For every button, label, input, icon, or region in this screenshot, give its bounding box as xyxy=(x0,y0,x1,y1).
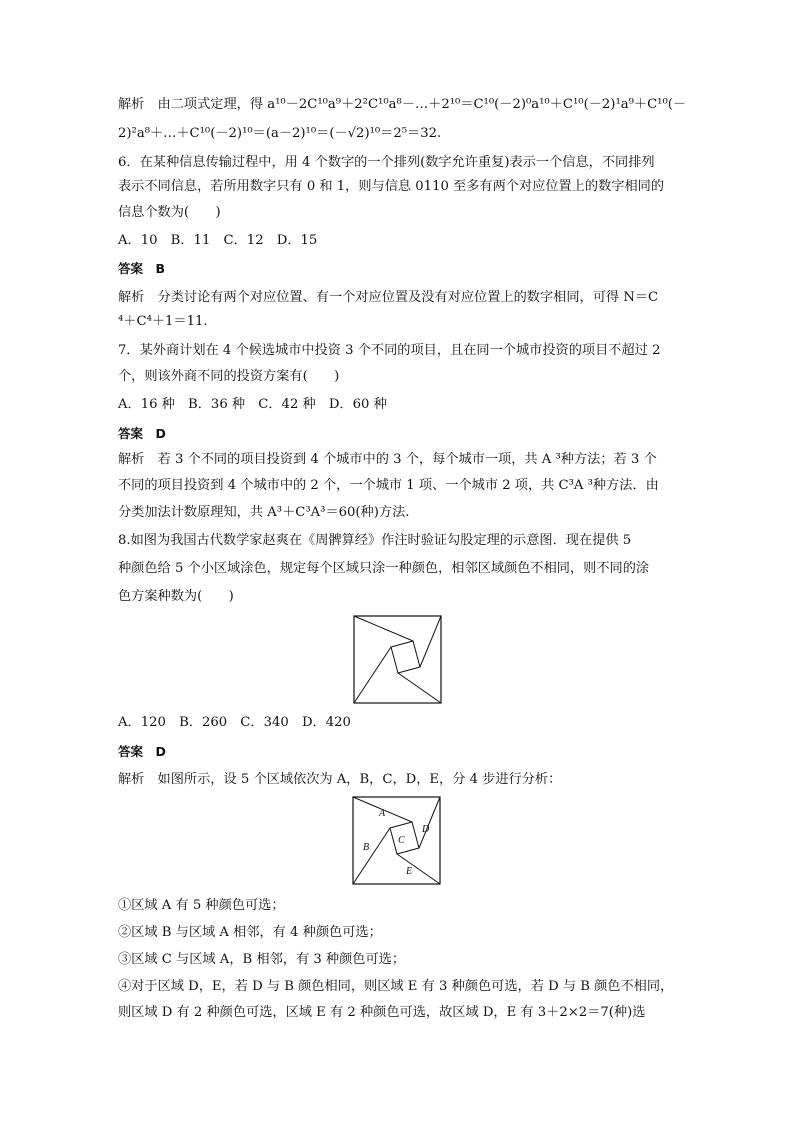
region-label-e: E xyxy=(406,866,413,877)
text-line: ④对于区域 D，E，若 D 与 B 颜色相同，则区域 E 有 3 种颜色可选，若 D 与 B 颜色不相同， xyxy=(118,979,674,994)
text-line: 答案 D xyxy=(118,426,166,441)
text-line: 种颜色给 5 个小区域涂色，规定每个区域只涂一种颜色，相邻区域颜色不相同，则不同的涂 xyxy=(118,561,650,576)
text-line: 答案 D xyxy=(118,744,166,759)
text-line: 表示不同信息，若所用数字只有 0 和 1，则与信息 0110 至多有两个对应位置上的数字相同的 xyxy=(118,179,665,194)
text-line: ①区域 A 有 5 种颜色可选； xyxy=(118,898,285,913)
text-line: 解析 由二项式定理，得 a¹⁰－2C¹⁰a⁹＋2²C¹⁰a⁸－…＋2¹⁰＝C¹⁰(－2)⁰a¹⁰＋C¹⁰(－2)¹a⁹＋C¹⁰(－ xyxy=(118,97,687,112)
text-line: 信息个数为( ) xyxy=(118,205,221,220)
text-line: 6．在某种信息传输过程中，用 4 个数字的一个排列(数字允许重复)表示一个信息，不同排列 xyxy=(118,155,655,170)
text-line: A．10 B．11 C．12 D．15 xyxy=(118,233,318,248)
text-line: ③区域 C 与区域 A，B 相邻，有 3 种颜色可选； xyxy=(118,952,406,967)
text-line: ②区域 B 与区域 A 相邻，有 4 种颜色可选； xyxy=(118,925,382,940)
text-line: 7．某外商计划在 4 个候选城市中投资 3 个不同的项目，且在同一个城市投资的项目不超过 2 xyxy=(118,343,661,358)
text-line: 答案 B xyxy=(118,261,166,276)
labeled-diagram xyxy=(352,796,442,886)
text-line: 解析 若 3 个不同的项目投资到 4 个城市中的 3 个，每个城市一项，共 A ³种方法；若 3 个 xyxy=(118,452,657,467)
text-line: 解析 如图所示，设 5 个区域依次为 A，B，C，D，E，分 4 步进行分析： xyxy=(118,772,562,787)
text-line: A．120 B．260 C．340 D．420 xyxy=(118,715,351,730)
text-line: 解析 分类讨论有两个对应位置、有一个对应位置及没有对应位置上的数字相同，可得 N＝C xyxy=(118,290,659,305)
region-label-d: D xyxy=(422,824,430,835)
text-line: 色方案种数为( ) xyxy=(118,589,234,604)
text-line: 个，则该外商不同的投资方案有( ) xyxy=(118,369,340,384)
text-line: 不同的项目投资到 4 个城市中的 2 个，一个城市 1 项、一个城市 2 项，共 C³A ³种方法．由 xyxy=(118,478,659,493)
text-line: ⁴＋C⁴＋1＝11. xyxy=(118,314,208,329)
text-line: 8.如图为我国古代数学家赵爽在《周髀算经》作注时验证勾股定理的示意图．现在提供 5 xyxy=(118,533,632,548)
region-label-b: B xyxy=(363,842,370,853)
text-line: A．16 种 B．36 种 C．42 种 D．60 种 xyxy=(118,397,387,412)
pythagoras-diagram xyxy=(353,615,443,705)
region-label-a: A xyxy=(379,808,386,819)
region-label-c: C xyxy=(398,835,405,846)
text-line: 分类加法计数原理知，共 A³＋C³A³＝60(种)方法. xyxy=(118,505,410,520)
text-line: 2)²a⁸＋…＋C¹⁰(－2)¹⁰＝(a－2)¹⁰＝(－√2)¹⁰＝2⁵＝32. xyxy=(118,126,442,141)
text-line: 则区域 D 有 2 种颜色可选，区域 E 有 2 种颜色可选，故区域 D，E 有 3＋2×2＝7(种)选 xyxy=(118,1005,646,1020)
